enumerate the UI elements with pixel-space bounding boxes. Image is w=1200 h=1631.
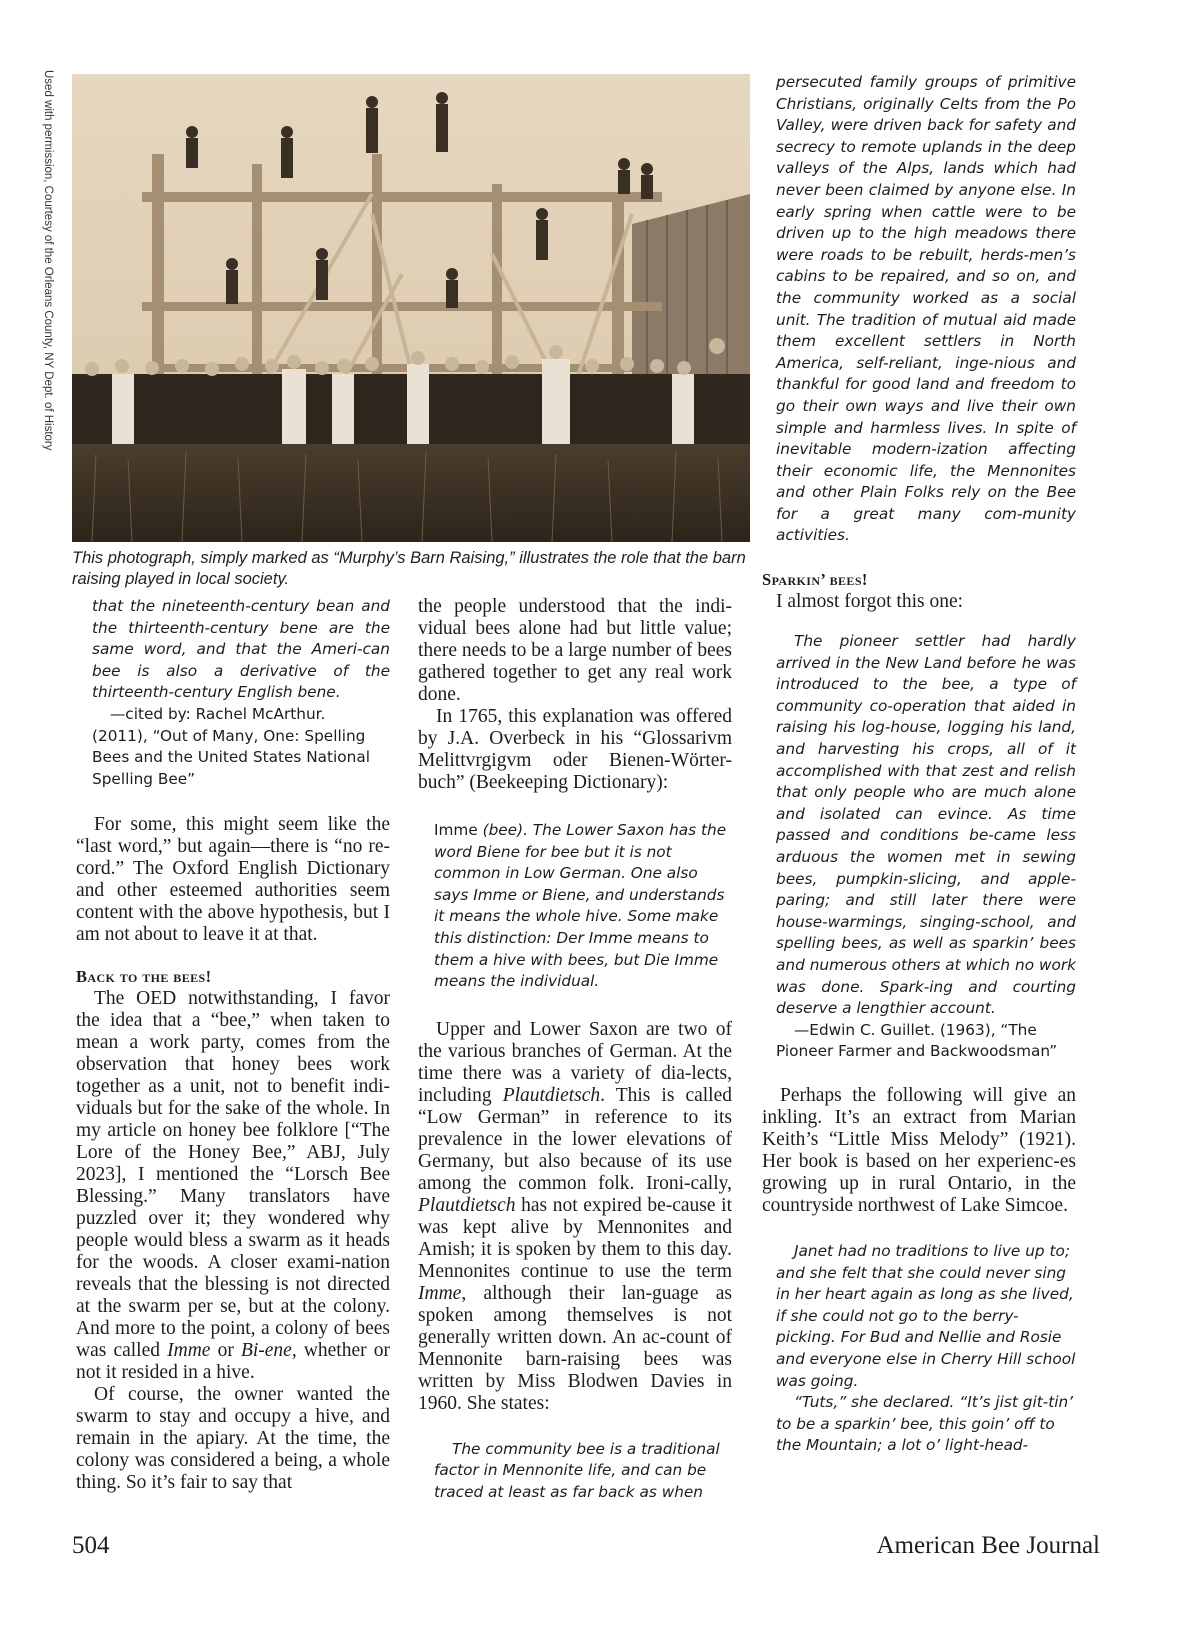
column-3-block-quote-3a: Janet had no traditions to live up to; and she felt that she could never sing in her heart again as long as she lived, if she could not go to the berry-picking. For Bud and Nellie and Rosie and everyone else in Cherry Hill school was going. [776,1241,1076,1390]
section-heading-sparkin-bees: Sparkin’ bees! [762,570,868,590]
column-3-block-quote-continued: persecuted family groups of primitive Christians, originally Celts from the Po Valley, were driven back for safety and secrecy to remote uplands in the deep valleys of the Alps, lands which had never been claimed by anyone else. In early spring when cattle were to be driven up to the high meadows there were roads to be rebuilt, herds-men’s cabins to be repaired, and so on, and the community worked as a social unit. The tradition of mutual aid made them excellent settlers in North America, self-reliant, inge-nious and thankful for good land and freedom to go their own ways and live their own simple and harmless lives. In spite of inevitable modern-ization affecting their economic life, the Mennonites and other Plain Folks rely on the Bee for a great many com-munity activities. [776,73,1076,545]
column-1-citation-line1: —cited by: Rachel McArthur. [110,704,326,723]
column-1-paragraph-3: Of course, the owner wanted the swarm to stay and occupy a hive, and remain in the apiary. At the time, the colony was considered a being, a whole thing. So it’s fair to say that [76,1384,390,1494]
column-2-paragraph-3: Upper and Lower Saxon are two of the various branches of German. At the time there was a variety of dia-lects, including Plautdietsch. This is called “Low German” in reference to its prevalence in the lower elevations of Germany, but also because of its use among the common folk. Ironi-cally, Plautdietsch has not expired be-cause it was kept alive by Mennonites and Amish; it is spoken by them to this day. Mennonites continue to use the term Imme, although their lan-guage as spoken among themselves is not generally written down. An ac-count of Mennonite barn-raising bees was written by Miss Blodwen Davies in 1960. She states: [418,1018,732,1414]
column-1-paragraph-2: The OED notwithstanding, I favor the idea that a “bee,” when taken to mean a work party, comes from the observation that honey bees work together as a unit, not to benefit indi-viduals but for the sake of the whole. In my article on honey bee folklore [“The Lore of the Honey Bee,” ABJ, July 2023], I mentioned the “Lorsch Bee Blessing.” Many translators have puzzled over it; they wondered why people would bless a swarm as it heads for the woods. A closer exami-nation reveals that the blessing is not directed at the swarm per se, but at the colony. And more to the point, a colony of bees was called Imme or Bi-ene, whether or not it resided in a hive. [76,988,390,1384]
column-2 [418,596,732,1504]
column-2-block-quote: Imme (bee). The Lower Saxon has the word Biene for bee but it is not common in Low German. One also says Imme or Biene, and understands it means the whole hive. Some make this distinction: Der Imme means to them a hive with bees, but Die Imme means the individual. [434,821,727,991]
barn-raising-photo [72,74,750,542]
column-1-block-quote: that the nineteenth-century bean and the thirteenth-century bene are the same word, and that the Ameri-can bee is also a derivative of the thirteenth-century English bene. [92,597,390,702]
column-1 [76,596,390,1494]
photo-credit: Used with permission, Courtesy of the Orleans County, NY Dept. of History [42,70,54,451]
column-1-citation-line2: (2011), “Out of Many, One: Spelling Bees and the United States National Spelling Bee” [92,726,370,788]
column-2-paragraph-2: In 1765, this explanation was offered by J.A. Overbeck in his “Glossarivm Melittvrgigvm oder Bienen-Wörter-buch” (Beekeeping Dictionary): [418,706,732,793]
column-3 [762,72,1076,1457]
section-heading-back-to-the-bees: Back to the bees! [76,967,212,987]
column-2-paragraph-1: the people understood that the indi-vidual bees alone had but little value; there needs to be a large number of bees gathered together to get any real work done. [418,596,732,705]
photo-caption: This photograph, simply marked as “Murphy’s Barn Raising,” illustrates the role that the barn raising played in local society. [72,549,746,588]
page-number: 504 [72,1532,110,1559]
column-3-paragraph-1: I almost forgot this one: [776,591,964,613]
column-3-block-quote-3b: “Tuts,” she declared. “It’s jist git-tin’ to be a sparkin’ bee, this goin’ off to the Mountain; a lot o’ light-head- [776,1393,1074,1455]
column-2-block-quote-2: The community bee is a traditional factor in Mennonite life, and can be traced at least as far back as when [434,1439,720,1501]
column-1-paragraph-1: For some, this might seem like the “last word,” but again—there is “no re-cord.” The Oxford English Dictionary and other esteemed authorities seem content with the above hypothesis, but I am not about to leave it at that. [76,814,390,946]
column-3-block-quote-2: The pioneer settler had hardly arrived in the New Land before he was introduced to the bee, a type of community co-operation that aided in raising his log-house, logging his land, and harvesting his crops, all of it accomplished with that zest and relish that only people who are much alone and isolated can evince. As time passed and conditions be-came less arduous the women met in sewing bees, pumpkin-slicing, and apple-paring; and still later there were house-warmings, singing-school, and spelling bees, as well as sparkin’ bees and numerous others at which no work was done. Spark-ing and courting deserve a lengthier account. [776,632,1076,1018]
column-3-citation: —Edwin C. Guillet. (1963), “The Pioneer Farmer and Backwoodsman” [776,1020,1058,1061]
journal-name: American Bee Journal [876,1532,1100,1559]
column-3-paragraph-2: Perhaps the following will give an inkling. It’s an extract from Marian Keith’s “Little Miss Melody” (1921). Her book is based on her experienc-es growing up in rural Ontario, in the countryside northwest of Lake Simcoe. [762,1084,1076,1216]
